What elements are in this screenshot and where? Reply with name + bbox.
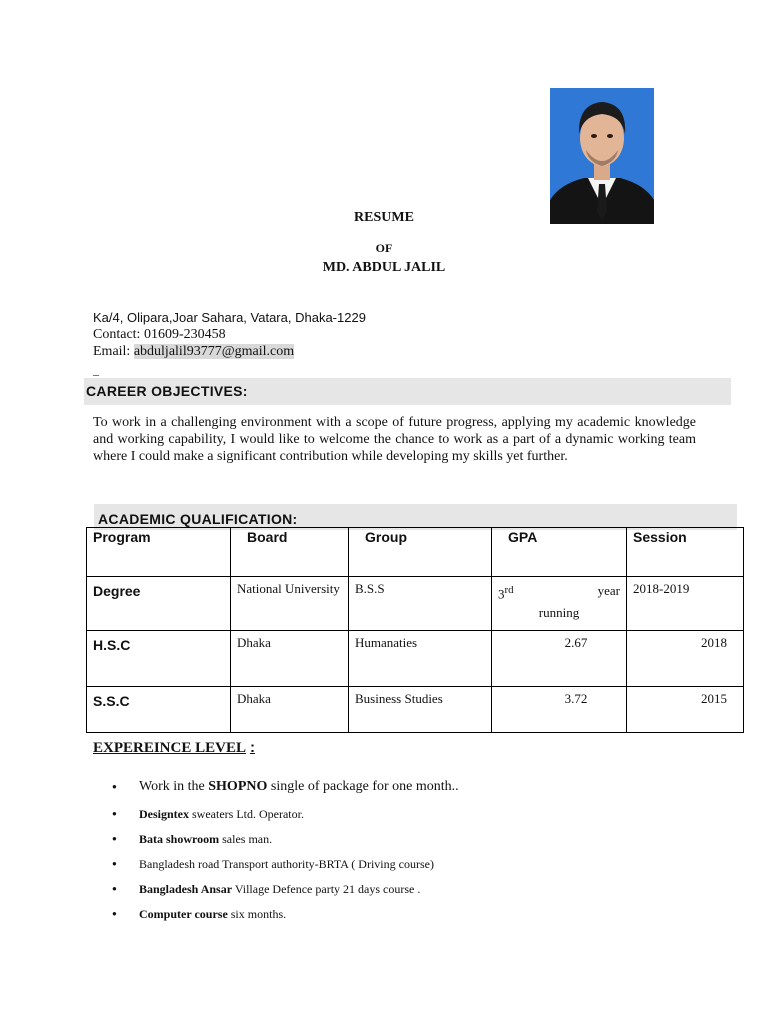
list-item (112, 853, 459, 878)
dash-mark: _ (93, 363, 99, 377)
cell-gpa: 3.72 (492, 687, 627, 733)
resume-title: RESUME (354, 210, 414, 225)
email-label: Email: (93, 344, 134, 359)
contact-line (93, 326, 366, 343)
item-text: Work in the (139, 779, 209, 794)
gpa-running: running (538, 605, 580, 621)
contact-label: Contact: (93, 327, 144, 342)
col-header-session: Session (627, 528, 744, 577)
experience-heading (93, 739, 255, 757)
experience-heading-text: EXPEREINCE LEVEL (93, 740, 246, 756)
cell-group: Business Studies (349, 687, 492, 733)
col-header-board: Board (231, 528, 349, 577)
list-item (112, 803, 459, 828)
cell-session: 2015 (627, 687, 744, 733)
item-text: Bangladesh road Transport authority-BRTA ( Driving course) (139, 857, 434, 871)
list-item (112, 903, 459, 928)
item-text: sweaters Ltd. Operator. (189, 807, 304, 821)
item-bold: Computer course (139, 907, 228, 921)
cell-board: Dhaka (231, 631, 349, 687)
gpa-superscript: rd (504, 584, 514, 596)
col-header-program: Program (87, 528, 231, 577)
email-address[interactable]: abduljalil93777@gmail.com (133, 344, 295, 359)
cell-group: Humanaties (349, 631, 492, 687)
table-row (87, 577, 744, 631)
email-line (93, 343, 366, 360)
cell-session: 2018 (627, 631, 744, 687)
cell-program: H.S.C (87, 631, 231, 687)
col-header-group: Group (349, 528, 492, 577)
cell-program: Degree (87, 577, 231, 631)
item-bold: SHOPNO (208, 779, 268, 794)
cell-gpa: 2.67 (492, 631, 627, 687)
address-line: Ka/4, Olipara,Joar Sahara, Vatara, Dhaka-1229 (93, 310, 366, 325)
career-objectives-text: To work in a challenging environment with a scope of future progress, applying my academic knowledge and working capability, I would like to welcome the chance to work as a part of a dynamic working team where I could make a significant contribution while developing my skills yet further. (93, 415, 696, 464)
phone-number: 01609-230458 (143, 327, 226, 342)
item-text: Village Defence party 21 days course . (232, 882, 421, 896)
table-row (87, 687, 744, 733)
candidate-name: MD. ABDUL JALIL (322, 260, 446, 275)
cell-gpa (492, 577, 627, 631)
item-text: six months. (227, 907, 287, 921)
table-header-row (87, 528, 744, 577)
career-objectives-heading: CAREER OBJECTIVES: (84, 378, 731, 405)
item-bold: Designtex (139, 807, 189, 821)
col-header-gpa: GPA (492, 528, 627, 577)
table-row (87, 631, 744, 687)
academic-table (86, 527, 744, 733)
cell-board: Dhaka (231, 687, 349, 733)
experience-list (112, 776, 459, 928)
profile-photo (550, 88, 654, 224)
gpa-year: year (597, 583, 620, 598)
cell-board: National University (231, 577, 349, 631)
list-item (112, 878, 459, 903)
experience-heading-colon: : (249, 739, 255, 756)
contact-block (93, 309, 366, 360)
person-portrait-icon (550, 88, 654, 224)
cell-session: 2018-2019 (627, 577, 744, 631)
item-bold: Bangladesh Ansar (139, 882, 233, 896)
gpa-number: 3 (498, 586, 505, 602)
cell-group: B.S.S (349, 577, 492, 631)
list-item (112, 828, 459, 853)
list-item (112, 776, 459, 803)
cell-program: S.S.C (87, 687, 231, 733)
item-bold: Bata showroom (139, 832, 220, 846)
item-text: sales man. (219, 832, 273, 846)
resume-of: OF (375, 241, 393, 255)
academic-qualification-heading: ACADEMIC QUALIFICATION: (94, 504, 737, 530)
gpa-ordinal (498, 583, 514, 601)
item-text: single of package for one month.. (267, 779, 459, 794)
